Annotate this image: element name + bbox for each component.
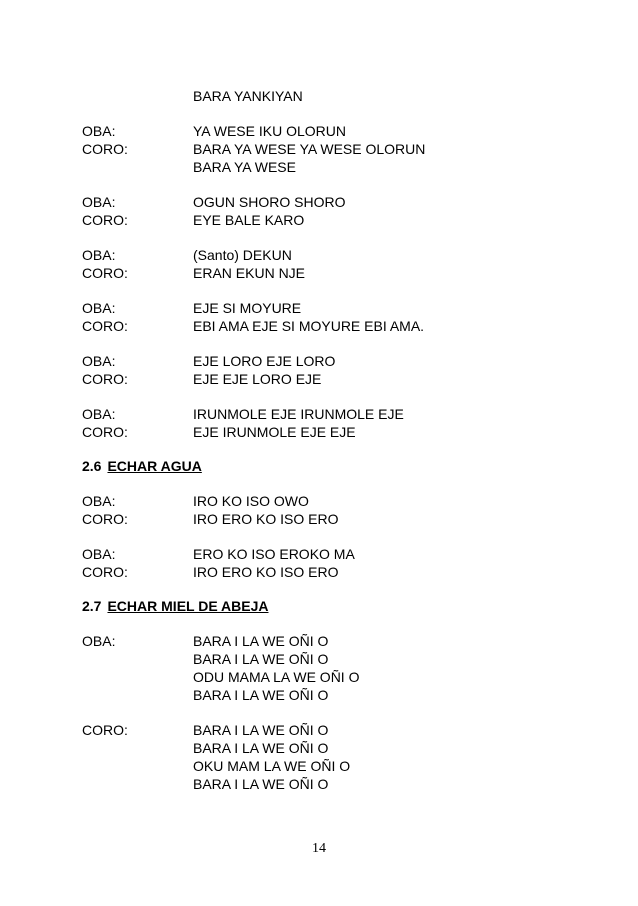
speaker-label: CORO: xyxy=(82,511,128,527)
speaker-label: CORO: xyxy=(82,564,128,580)
speaker-label: CORO: xyxy=(82,424,128,440)
lyric-line: BARA YA WESE YA WESE OLORUN xyxy=(193,141,426,157)
speaker-label: OBA: xyxy=(82,546,116,562)
lyric-line: EJE SI MOYURE xyxy=(193,300,302,316)
lyric-line: OGUN SHORO SHORO xyxy=(193,194,346,210)
section-number: 2.6 xyxy=(82,458,102,474)
lyric-line: IRO KO ISO OWO xyxy=(193,493,309,509)
lyric-line: OKU MAM LA WE OÑI O xyxy=(193,758,351,774)
section-title: ECHAR MIEL DE ABEJA xyxy=(107,598,269,614)
speaker-label: OBA: xyxy=(82,406,116,422)
speaker-label: OBA: xyxy=(82,493,116,509)
speaker-label: OBA: xyxy=(82,123,116,139)
lyric-line: EYE BALE KARO xyxy=(193,212,305,228)
lyric-line: BARA I LA WE OÑI O xyxy=(193,633,329,649)
lyric-line: YA WESE IKU OLORUN xyxy=(193,123,346,139)
lyric-line: BARA YANKIYAN xyxy=(193,88,303,104)
speaker-label: OBA: xyxy=(82,353,116,369)
lyric-line: BARA YA WESE xyxy=(193,159,296,175)
lyric-line: IRO ERO KO ISO ERO xyxy=(193,564,339,580)
page-number: 14 xyxy=(312,841,326,856)
speaker-label: OBA: xyxy=(82,194,116,210)
speaker-label: CORO: xyxy=(82,371,128,387)
speaker-label: CORO: xyxy=(82,141,128,157)
speaker-label: CORO: xyxy=(82,212,128,228)
lyric-line: EJE LORO EJE LORO xyxy=(193,353,336,369)
lyric-line: BARA I LA WE OÑI O xyxy=(193,776,329,792)
section-heading xyxy=(82,458,202,474)
lyric-line: IRUNMOLE EJE IRUNMOLE EJE xyxy=(193,406,404,422)
lyric-line: BARA I LA WE OÑI O xyxy=(193,651,329,667)
lyric-line: BARA I LA WE OÑI O xyxy=(193,740,329,756)
lyric-line: EJE EJE LORO EJE xyxy=(193,371,322,387)
speaker-label: CORO: xyxy=(82,318,128,334)
lyric-line: ERAN EKUN NJE xyxy=(193,265,306,281)
section-title: ECHAR AGUA xyxy=(107,458,202,474)
speaker-label: OBA: xyxy=(82,633,116,649)
lyric-line: ODU MAMA LA WE OÑI O xyxy=(193,669,360,685)
section-number: 2.7 xyxy=(82,598,102,614)
lyric-line: IRO ERO KO ISO ERO xyxy=(193,511,339,527)
section-heading xyxy=(82,598,269,614)
lyric-line: EBI AMA EJE SI MOYURE EBI AMA. xyxy=(193,318,425,334)
lyric-line: ERO KO ISO EROKO MA xyxy=(193,546,355,562)
speaker-label: CORO: xyxy=(82,265,128,281)
lyric-line: (Santo) DEKUN xyxy=(193,247,292,263)
speaker-label: CORO: xyxy=(82,722,128,738)
speaker-label: OBA: xyxy=(82,247,116,263)
lyric-line: BARA I LA WE OÑI O xyxy=(193,722,329,738)
speaker-label: OBA: xyxy=(82,300,116,316)
lyric-line: BARA I LA WE OÑI O xyxy=(193,687,329,703)
lyric-line: EJE IRUNMOLE EJE EJE xyxy=(193,424,356,440)
